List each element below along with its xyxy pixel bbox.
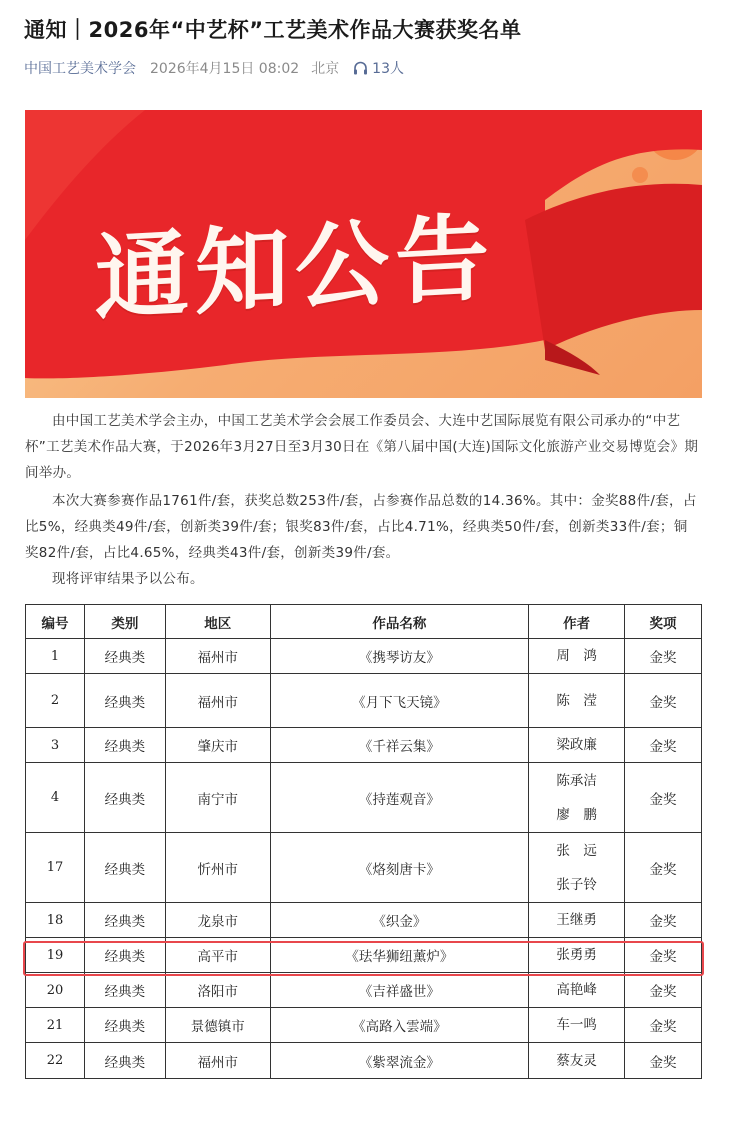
table-row [26,1043,702,1079]
cell-author [529,1008,625,1043]
cell-category: 经典类 [84,938,165,973]
cell-number: 20 [26,973,85,1008]
author-name: 张勇勇 [556,947,597,963]
cell-region: 景德镇市 [165,1008,270,1043]
table-row [26,1008,702,1043]
cell-award: 金奖 [625,763,702,833]
cell-work-title: 《千祥云集》 [270,728,529,763]
cell-award: 金奖 [625,903,702,938]
cell-award: 金奖 [625,639,702,674]
table-row [26,674,702,728]
listener-count: 13人 [372,61,404,77]
cell-award: 金奖 [625,1043,702,1079]
cell-category: 经典类 [84,973,165,1008]
cell-category: 经典类 [84,1043,165,1079]
author-name: 高艳峰 [556,982,597,998]
author-name: 张 远 [556,842,597,859]
table-row [26,903,702,938]
author-name: 蔡友灵 [556,1052,597,1069]
header-category: 类别 [84,605,165,639]
cell-category: 经典类 [84,1008,165,1043]
notice-banner-image [25,110,702,398]
author-name: 王继勇 [556,912,597,928]
cell-author [529,728,625,763]
cell-number: 22 [26,1043,85,1079]
cell-category: 经典类 [84,674,165,728]
header-number: 编号 [26,605,85,639]
cell-author [529,833,625,903]
cell-author [529,903,625,938]
account-name-link[interactable]: 中国工艺美术学会 [24,61,136,77]
table-row [26,763,702,833]
cell-region: 福州市 [165,639,270,674]
cell-region: 忻州市 [165,833,270,903]
cell-region: 南宁市 [165,763,270,833]
cell-award: 金奖 [625,728,702,763]
intro-paragraph: 由中国工艺美术学会主办，中国工艺美术学会会展工作委员会、大连中艺国际展览有限公司承办的“中艺杯”工艺美术作品大赛，于2026年3月27日至3月30日在《第八届中国(大连)国际文化旅游产业交易博览会》期间举办。 [25,413,699,481]
cell-author [529,973,625,1008]
header-work-title: 作品名称 [270,605,529,639]
cell-work-title: 《高路入雲端》 [270,1008,529,1043]
cell-region: 洛阳市 [165,973,270,1008]
author-name: 廖 鹏 [556,806,597,823]
cell-category: 经典类 [84,728,165,763]
cell-region: 肇庆市 [165,728,270,763]
cell-region: 龙泉市 [165,903,270,938]
cell-work-title: 《月下飞天镜》 [270,674,529,728]
cell-work-title: 《持莲观音》 [270,763,529,833]
header-author: 作者 [529,605,625,639]
cell-work-title: 《吉祥盛世》 [270,973,529,1008]
table-row [26,938,702,973]
author-name: 周 鸿 [556,648,597,664]
article-meta [24,58,404,78]
cell-category: 经典类 [84,833,165,903]
cell-work-title: 《紫翠流金》 [270,1043,529,1079]
cell-category: 经典类 [84,639,165,674]
header-region: 地区 [165,605,270,639]
cell-author [529,938,625,973]
table-row [26,639,702,674]
cell-author [529,763,625,833]
listen-button[interactable] [353,58,404,78]
banner-title: 通知公告 [95,204,496,334]
awards-table [25,604,702,1079]
cell-number: 21 [26,1008,85,1043]
author-name: 张子铃 [556,876,597,893]
author-name: 梁政廉 [556,737,597,753]
author-name: 陈承洁 [556,772,597,789]
cell-author [529,1043,625,1079]
cell-award: 金奖 [625,833,702,903]
cell-region: 福州市 [165,1043,270,1079]
cell-number: 18 [26,903,85,938]
cell-number: 17 [26,833,85,903]
cell-award: 金奖 [625,1008,702,1043]
cell-number: 19 [26,938,85,973]
table-row [26,973,702,1008]
cell-author [529,639,625,674]
cell-number: 4 [26,763,85,833]
cell-number: 2 [26,674,85,728]
publish-datetime: 2026年4月15日 08:02 [150,61,300,77]
table-header-row [26,605,702,639]
author-name: 陈 滢 [556,692,597,709]
stats-paragraph: 本次大赛参赛作品1761件/套，获奖总数253件/套，占参赛作品总数的14.36%。其中：金奖88件/套，占比5%，经典类49件/套，创新类39件/套；银奖83件/套，占比4.71%，经典类50件/套，创新类33件/套；铜奖82件/套，占比4.65%，经典类43件/套，创新类39件/套。 [25,493,697,561]
table-row [26,833,702,903]
cell-category: 经典类 [84,763,165,833]
cell-award: 金奖 [625,674,702,728]
cell-work-title: 《携琴访友》 [270,639,529,674]
cell-work-title: 《烙刻唐卡》 [270,833,529,903]
cell-work-title: 《珐华狮纽薰炉》 [270,938,529,973]
publish-location: 北京 [311,61,340,77]
announce-paragraph: 现将评审结果予以公布。 [52,571,204,587]
cell-region: 高平市 [165,938,270,973]
cell-region: 福州市 [165,674,270,728]
table-row [26,728,702,763]
cell-award: 金奖 [625,938,702,973]
headphones-icon [353,61,368,75]
cell-author [529,674,625,728]
cell-award: 金奖 [625,973,702,1008]
cell-work-title: 《织金》 [270,903,529,938]
author-name: 车一鸣 [556,1017,597,1033]
cell-number: 1 [26,639,85,674]
article-title: 通知｜2026年“中艺杯”工艺美术作品大赛获奖名单 [24,18,522,42]
cell-number: 3 [26,728,85,763]
header-award: 奖项 [625,605,702,639]
cell-category: 经典类 [84,903,165,938]
